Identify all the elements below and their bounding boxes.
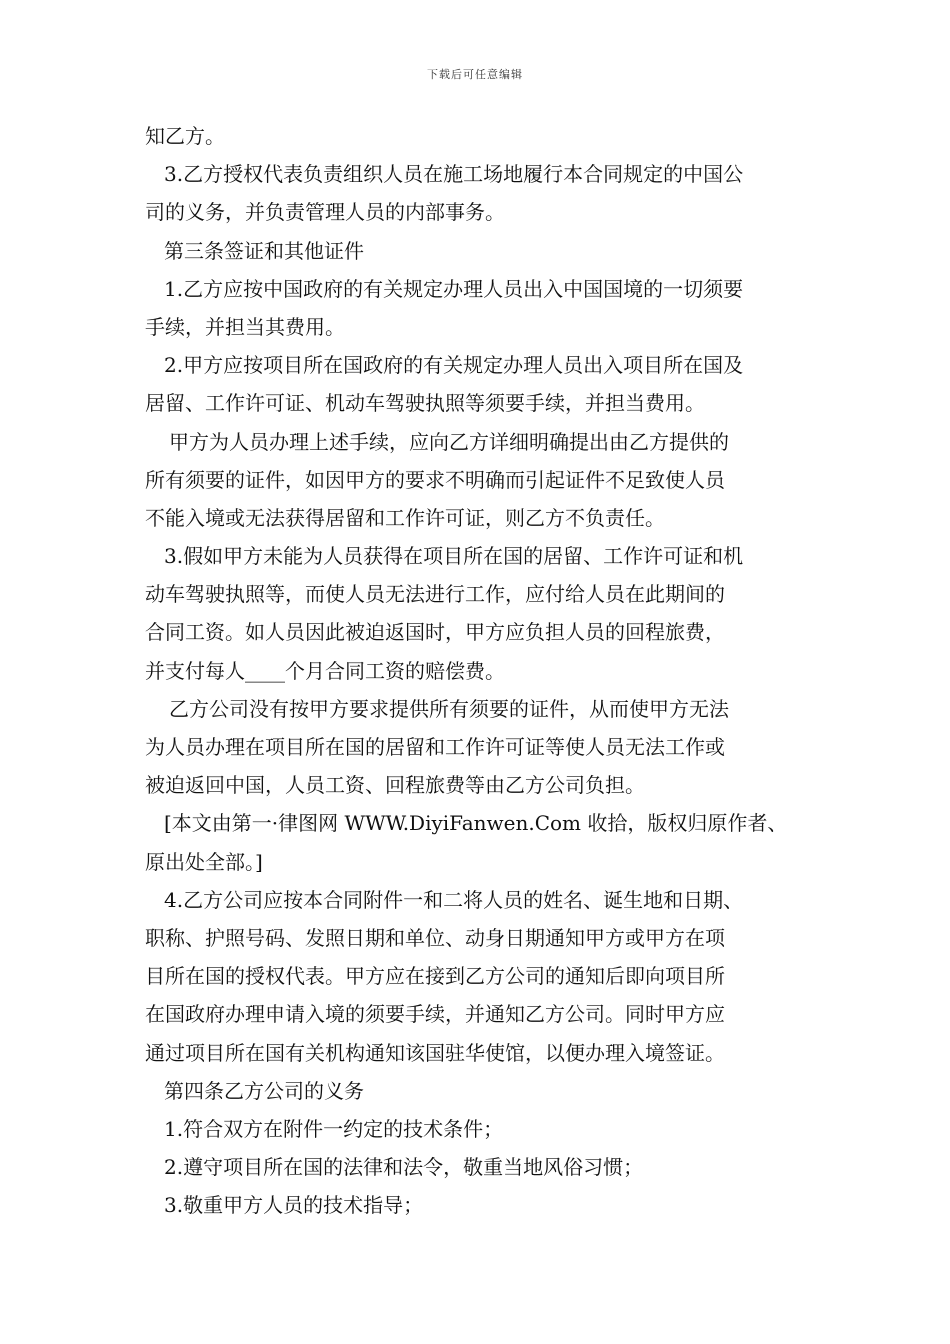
text-line: 3.敬重甲方人员的技术指导； xyxy=(164,1193,424,1218)
text-line: 合同工资。如人员因此被迫返国时，甲方应负担人员的回程旅费， xyxy=(145,620,725,645)
text-line: 通过项目所在国有关机构通知该国驻华使馆，以便办理入境签证。 xyxy=(145,1040,725,1065)
text-line: 动车驾驶执照等，而使人员无法进行工作，应付给人员在此期间的 xyxy=(145,582,725,607)
text-line: 司的义务，并负责管理人员的内部事务。 xyxy=(145,200,505,225)
text-line: [本文由第一·律图网 WWW.DiyiFanwen.Com 收拾，版权归原作者、 xyxy=(164,811,788,836)
section-heading: 第三条签证和其他证件 xyxy=(164,238,364,263)
text-line: 目所在国的授权代表。甲方应在接到乙方公司的通知后即向项目所 xyxy=(145,964,725,989)
text-line: 并支付每人____个月合同工资的赔偿费。 xyxy=(145,658,505,683)
text-line: 为人员办理在项目所在国的居留和工作许可证等使人员无法工作或 xyxy=(145,735,725,759)
text-line: 在国政府办理申请入境的须要手续，并通知乙方公司。同时甲方应 xyxy=(145,1002,725,1027)
text-line: 1.符合双方在附件一约定的技术条件； xyxy=(164,1116,504,1141)
text-line: 甲方为人员办理上述手续，应向乙方详细明确提出由乙方提供的 xyxy=(169,429,729,454)
text-line: 职称、护照号码、发照日期和单位、动身日期通知甲方或甲方在项 xyxy=(145,925,725,950)
text-line: 4.乙方公司应按本合同附件一和二将人员的姓名、诞生地和日期、 xyxy=(164,887,744,912)
text-line: 1.乙方应按中国政府的有关规定办理人员出入中国国境的一切须要 xyxy=(164,276,744,301)
text-line: 不能入境或无法获得居留和工作许可证，则乙方不负责任。 xyxy=(145,505,665,530)
text-line: 原出处全部。] xyxy=(145,849,263,874)
text-line: 乙方公司没有按甲方要求提供所有须要的证件，从而使甲方无法 xyxy=(169,696,729,721)
text-line: 所有须要的证件，如因甲方的要求不明确而引起证件不足致使人员 xyxy=(145,467,725,492)
text-line: 3.乙方授权代表负责组织人员在施工场地履行本合同规定的中国公 xyxy=(164,162,744,187)
page-header-note: 下载后可任意编辑 xyxy=(427,68,523,81)
text-line: 2.遵守项目所在国的法律和法令，敬重当地风俗习惯； xyxy=(164,1155,644,1180)
text-line: 手续，并担当其费用。 xyxy=(145,314,345,339)
text-line: 2.甲方应按项目所在国政府的有关规定办理人员出入项目所在国及 xyxy=(164,353,744,378)
text-line: 居留、工作许可证、机动车驾驶执照等须要手续，并担当费用。 xyxy=(145,391,705,416)
text-line: 被迫返回中国，人员工资、回程旅费等由乙方公司负担。 xyxy=(145,773,645,798)
document-body xyxy=(145,117,810,1224)
section-heading: 第四条乙方公司的义务 xyxy=(164,1078,364,1103)
text-line: 知乙方。 xyxy=(145,124,225,148)
text-line: 3.假如甲方未能为人员获得在项目所在国的居留、工作许可证和机 xyxy=(164,544,744,569)
